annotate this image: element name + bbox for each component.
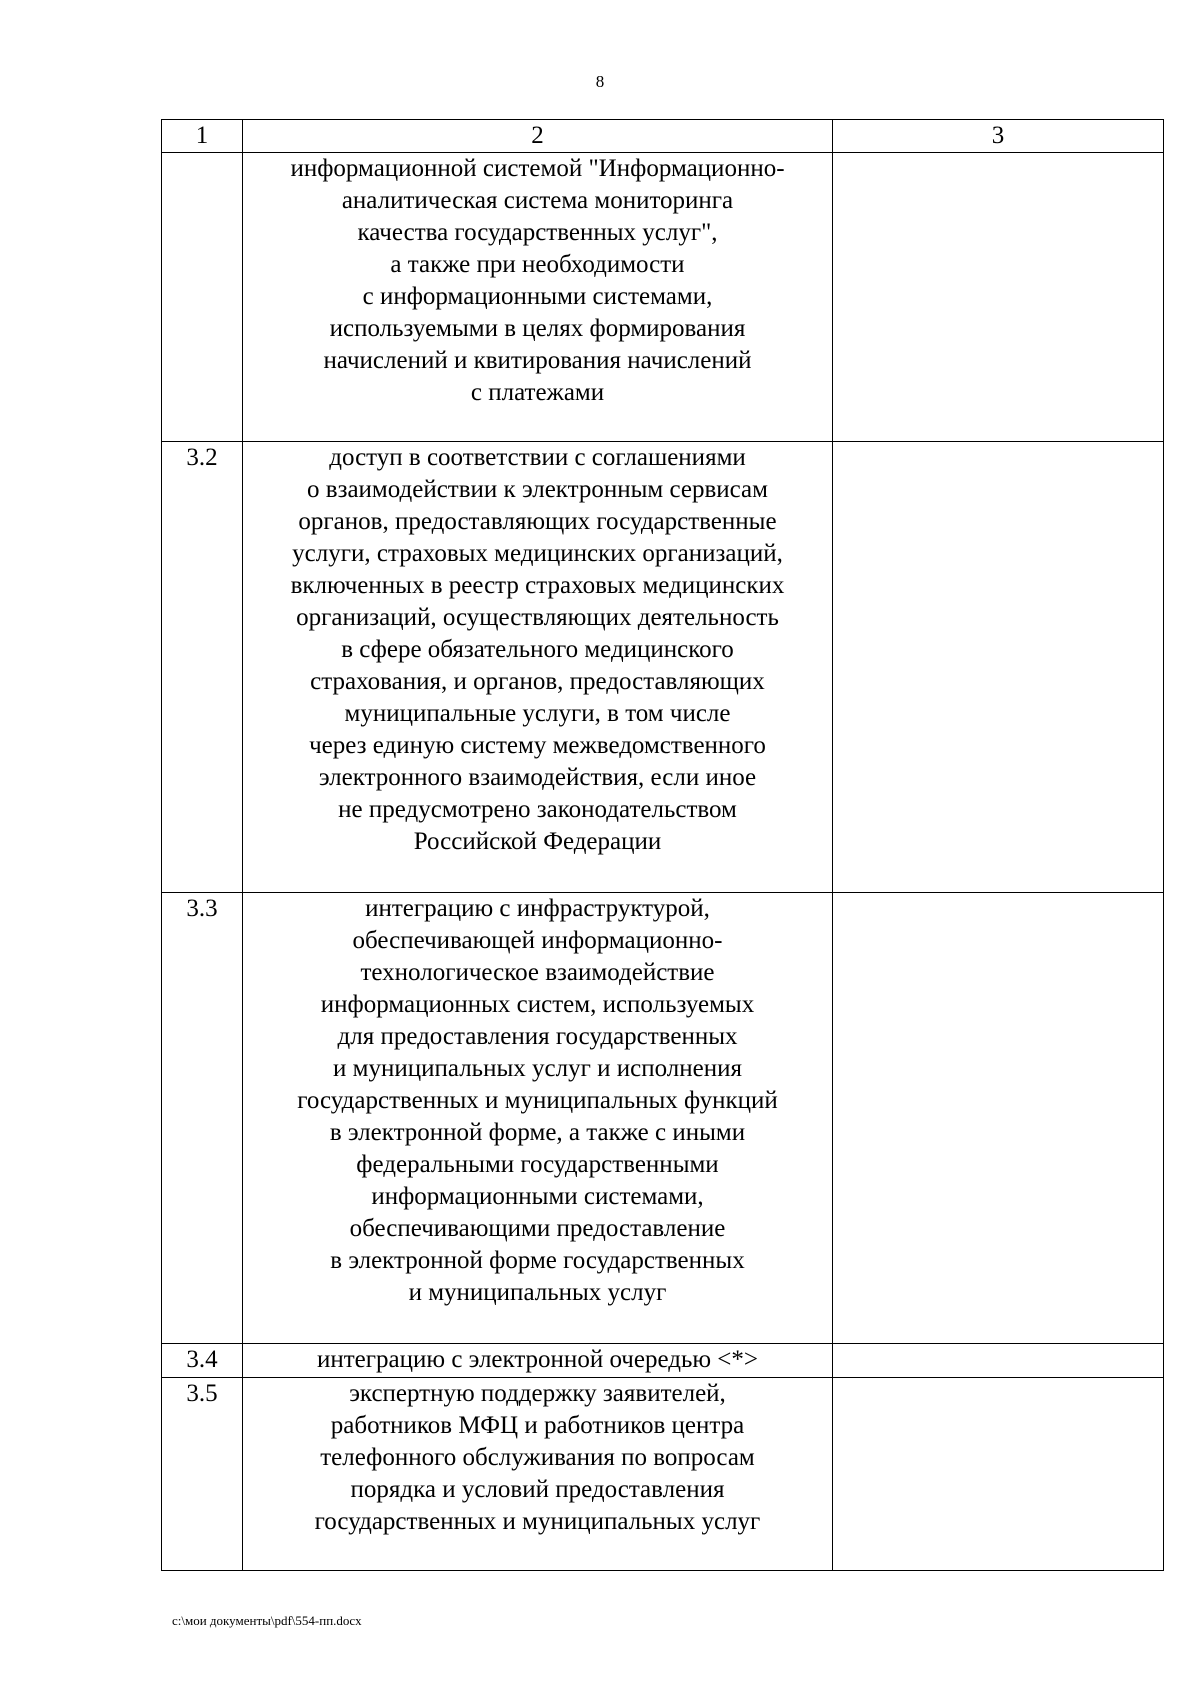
table-row [162,153,1164,442]
row-col3-cell [833,1378,1164,1571]
header-cell-1: 1 [162,120,243,153]
table-row [162,442,1164,893]
row-text-cell: экспертную поддержку заявителей, работников МФЦ и работников центра телефонного обслуживания по вопросам порядка и условий предоставления государственных и муниципальных услуг [243,1378,833,1571]
header-cell-3: 3 [833,120,1164,153]
row-col3-cell [833,153,1164,442]
table-header-row [162,120,1164,153]
table-row [162,1378,1164,1571]
row-number-cell: 3.5 [162,1378,243,1571]
footer-file-path: c:\мои документы\pdf\554-пп.docx [172,1613,362,1628]
table-row [162,1344,1164,1378]
document-table [161,119,1164,1571]
row-text-cell: интеграцию с инфраструктурой, обеспечивающей информационно- технологическое взаимодействие информационных систем, используемых для предоставления государственных и муниципальных услуг и исполнения государственных и муниципальных функций в электронной форме, а также с иными федеральными государственными информационными системами, обеспечивающими предоставление в электронной форме государственных и муниципальных услуг [243,893,833,1344]
row-number-cell [162,153,243,442]
row-col3-cell [833,893,1164,1344]
row-col3-cell [833,442,1164,893]
row-text-cell: интеграцию с электронной очередью <*> [243,1344,833,1378]
row-text-cell: информационной системой "Информационно- аналитическая система мониторинга качества государственных услуг", а также при необходимости с информационными системами, используемыми в целях формирования начислений и квитирования начислений с платежами [243,153,833,442]
row-number-cell: 3.2 [162,442,243,893]
table-row [162,893,1164,1344]
row-col3-cell [833,1344,1164,1378]
page-number: 8 [595,72,605,91]
row-number-cell: 3.3 [162,893,243,1344]
row-number-cell: 3.4 [162,1344,243,1378]
row-text-cell: доступ в соответствии с соглашениями о взаимодействии к электронным сервисам органов, предоставляющих государственные услуги, страховых медицинских организаций, включенных в реестр страховых медицинских организаций, осуществляющих деятельность в сфере обязательного медицинского страхования, и органов, предоставляющих муниципальные услуги, в том числе через единую систему межведомственного электронного взаимодействия, если иное не предусмотрено законодательством Российской Федерации [243,442,833,893]
header-cell-2: 2 [243,120,833,153]
